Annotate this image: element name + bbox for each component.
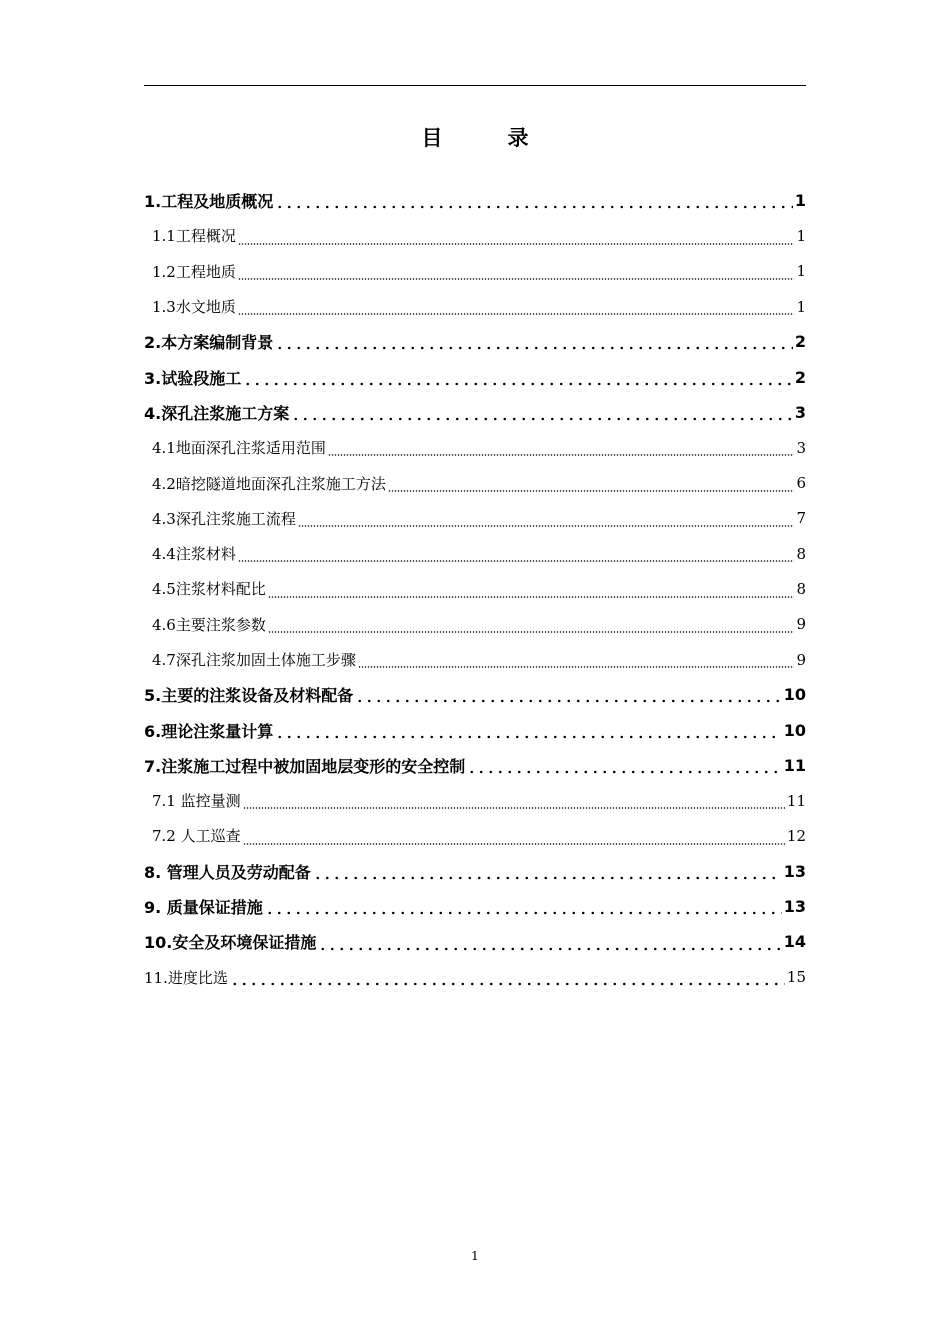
dot-leader — [268, 631, 795, 633]
toc-entry-page: 3 — [794, 402, 806, 422]
toc-entry-title: 7.1 监控量测 — [152, 792, 241, 811]
toc-entry-title: 4.7深孔注浆加固土体施工步骤 — [152, 651, 356, 669]
toc-entry[interactable] — [144, 571, 806, 606]
toc-entry-title: 4.深孔注浆施工方案 — [144, 403, 290, 423]
toc-entry-page: 15 — [786, 968, 806, 987]
toc-entry-page: 13 — [783, 861, 806, 881]
toc-entry-title: 3.试验段施工 — [144, 368, 242, 388]
dot-leader — [388, 490, 795, 492]
dot-leader — [298, 525, 795, 527]
toc-entry-page: 9 — [796, 615, 806, 634]
toc-entry-title: 7.2 人工巡查 — [152, 827, 241, 846]
toc-entry[interactable] — [144, 289, 806, 324]
toc-entry[interactable] — [144, 501, 806, 536]
dot-leader — [243, 382, 793, 386]
dot-leader — [243, 843, 785, 845]
toc-entry-title: 4.1地面深孔注浆适用范围 — [152, 439, 326, 458]
toc-entry-title: 1.3水文地质 — [152, 298, 236, 317]
dot-leader — [243, 807, 785, 809]
dot-leader — [318, 947, 781, 951]
toc-entry-title: 7.注浆施工过程中被加固地层变形的安全控制 — [144, 756, 466, 776]
toc-entry[interactable] — [144, 430, 806, 465]
toc-entry-title: 1.工程及地质概况 — [144, 192, 274, 212]
toc-entry-page: 10 — [783, 685, 806, 705]
dot-leader — [355, 699, 782, 703]
toc-entry-page: 9 — [796, 650, 806, 669]
table-of-contents — [144, 183, 806, 995]
dot-leader — [275, 346, 793, 350]
toc-entry-page: 1 — [796, 297, 806, 316]
toc-entry-title: 1.1工程概况 — [152, 227, 236, 246]
toc-entry-page: 2 — [794, 332, 806, 352]
toc-entry[interactable] — [144, 854, 806, 889]
toc-entry[interactable] — [144, 924, 806, 959]
dot-leader — [238, 313, 795, 315]
toc-entry[interactable] — [144, 395, 806, 430]
toc-entry-title: 4.3深孔注浆施工流程 — [152, 509, 296, 528]
header-rule — [144, 85, 806, 86]
toc-entry-title: 1.2工程地质 — [152, 262, 236, 281]
toc-entry-page: 12 — [786, 826, 806, 845]
toc-entry-title: 10.安全及环境保证措施 — [144, 933, 317, 953]
toc-entry-title: 4.5注浆材料配比 — [152, 580, 266, 599]
toc-entry[interactable] — [144, 818, 806, 853]
toc-entry-page: 1 — [794, 191, 806, 211]
toc-entry-page: 1 — [796, 262, 806, 281]
dot-leader — [238, 278, 795, 280]
toc-entry-title: 6.理论注浆量计算 — [144, 721, 274, 741]
toc-entry-title: 2.本方案编制背景 — [144, 333, 274, 353]
toc-entry[interactable] — [144, 712, 806, 747]
toc-entry-title: 4.4注浆材料 — [152, 545, 236, 564]
toc-entry-page: 1 — [796, 226, 806, 245]
toc-entry[interactable] — [144, 359, 806, 394]
toc-entry[interactable] — [144, 642, 806, 677]
toc-entry-page: 7 — [796, 509, 806, 528]
toc-entry-title: 9. 质量保证措施 — [144, 898, 263, 918]
dot-leader — [275, 735, 782, 739]
toc-entry-page: 8 — [796, 579, 806, 598]
dot-leader — [238, 243, 795, 245]
dot-leader — [238, 560, 795, 562]
toc-entry-page: 11 — [786, 791, 806, 810]
page-number: 1 — [471, 1249, 479, 1263]
toc-entry-title: 8. 管理人员及劳动配备 — [144, 862, 311, 882]
toc-entry-page: 6 — [796, 474, 806, 493]
dot-leader — [275, 205, 793, 209]
toc-entry-title: 5.主要的注浆设备及材料配备 — [144, 686, 354, 706]
dot-leader — [358, 666, 795, 668]
toc-entry[interactable] — [144, 536, 806, 571]
toc-entry[interactable] — [144, 465, 806, 500]
toc-entry[interactable] — [144, 960, 806, 995]
toc-entry-page: 8 — [796, 544, 806, 563]
toc-entry[interactable] — [144, 748, 806, 783]
toc-entry-page: 11 — [783, 755, 806, 775]
toc-entry[interactable] — [144, 889, 806, 924]
toc-entry-title: 11.进度比选 — [144, 968, 228, 987]
dot-leader — [328, 454, 795, 456]
dot-leader — [230, 982, 785, 986]
toc-entry[interactable] — [144, 254, 806, 289]
toc-entry-title: 4.2暗挖隧道地面深孔注浆施工方法 — [152, 474, 386, 493]
toc-entry-page: 14 — [783, 932, 806, 952]
toc-entry[interactable] — [144, 324, 806, 359]
toc-entry[interactable] — [144, 783, 806, 818]
dot-leader — [313, 876, 782, 880]
toc-entry[interactable] — [144, 183, 806, 218]
dot-leader — [265, 911, 782, 915]
dot-leader — [268, 596, 795, 598]
toc-entry[interactable] — [144, 607, 806, 642]
toc-entry[interactable] — [144, 677, 806, 712]
toc-entry-page: 10 — [783, 720, 806, 740]
toc-title: 目 录 — [421, 126, 551, 150]
toc-entry-title: 4.6主要注浆参数 — [152, 615, 266, 634]
dot-leader — [467, 770, 782, 774]
toc-entry-page: 13 — [783, 897, 806, 917]
toc-entry[interactable] — [144, 218, 806, 253]
toc-entry-page: 2 — [794, 367, 806, 387]
toc-entry-page: 3 — [796, 438, 806, 457]
dot-leader — [291, 417, 793, 421]
